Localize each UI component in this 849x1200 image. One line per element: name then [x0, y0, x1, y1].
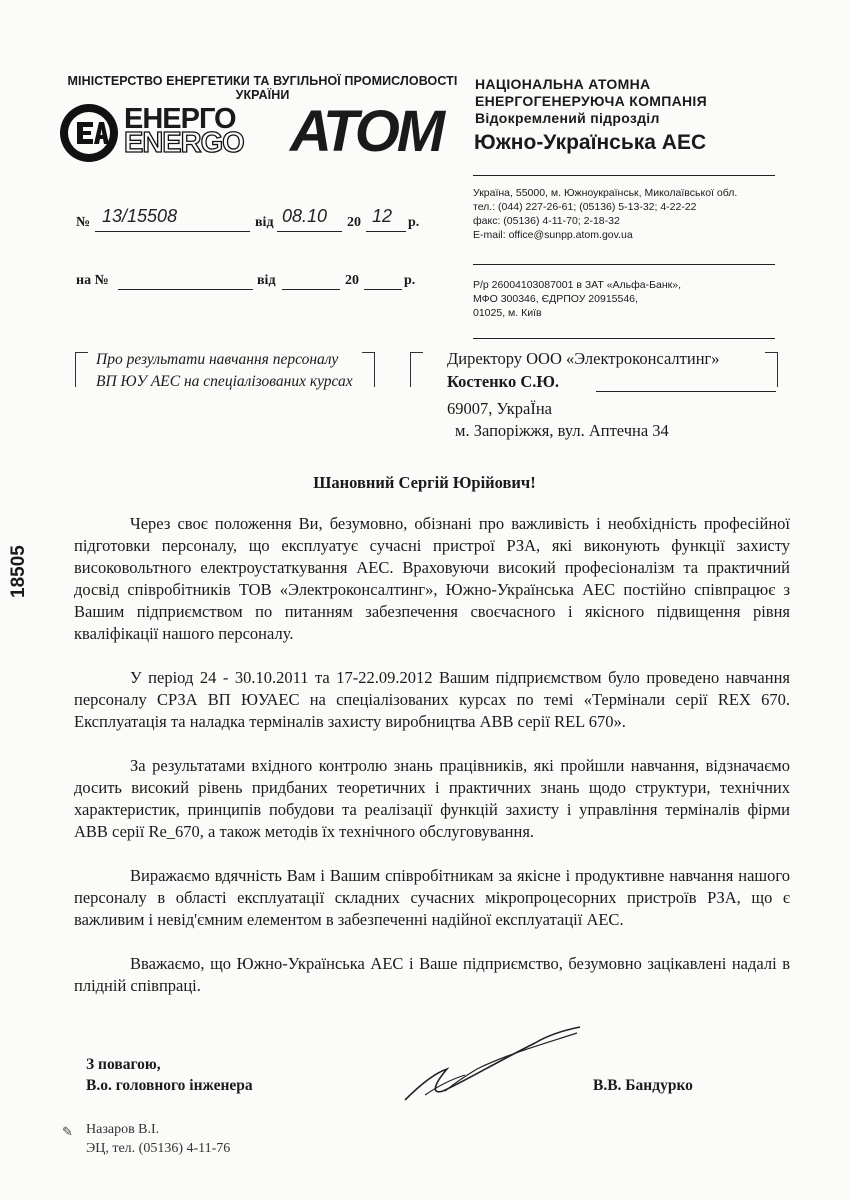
ref-date-underline: [277, 231, 342, 232]
addressee-bracket-right: [765, 352, 778, 387]
reply-from-label: від: [257, 273, 276, 288]
subdivision: Відокремлений підрозділ: [475, 110, 660, 126]
reply-date-underline: [282, 289, 340, 290]
addressee-bracket-left: [410, 352, 423, 387]
reply-year-prefix: 20: [345, 273, 359, 288]
logo-energo-ua: ЕНЕРГО: [124, 103, 236, 135]
body-paragraph-5: Вважаємо, що Южно-Українська АЕС і Ваше підприємство, безумовно зацікавлені надалі в плідній співпраці.: [74, 954, 790, 995]
signatory-name: В.В. Бандурко: [593, 1077, 693, 1094]
contact-address: Україна, 55000, м. Южноукраїнськ, Миколаївської обл.: [473, 187, 738, 199]
bank-rule: [473, 338, 775, 339]
ref-year-underline: [366, 231, 406, 232]
ref-year-prefix: 20: [347, 215, 361, 230]
reply-year-underline: [364, 289, 402, 290]
company-line-1: НАЦІОНАЛЬНА АТОМНА: [475, 76, 651, 92]
body-paragraph-1: Через своє положення Ви, безумовно, обізнані про важливість і необхідність професійної підготовки персоналу, що експлуатує сучасні пристрої РЗА, які виконують функції захисту високовольтного електроустаткування АЕС. Враховуючи високий професіоналізм та практичний досвід співробітників ТОВ «Электроконсалтинг», Южно-Українська АЕС постійно співпрацює з Вашим підприємством по питанням забезпечення своєчасного і якісного підвищення рівня кваліфікації нашого персоналу.: [74, 514, 790, 643]
salutation: Шановний Сергій Юрійович!: [313, 473, 536, 492]
signature-position: В.о. головного інженера: [86, 1077, 253, 1094]
addressee-line-2: Костенко С.Ю.: [447, 372, 560, 391]
reply-no-label: на №: [76, 273, 109, 288]
body-paragraph-4: Виражаємо вдячність Вам і Вашим співробітникам за якісне і продуктивне навчання нашого персоналу в області експлуатації складних сучасних мікропроцесорних пристроїв РЗА, що є важливим і невід'ємним елементом в забезпеченні надійної експлуатації АЕС.: [74, 866, 790, 929]
ministry-heading: МІНІСТЕРСТВО ЕНЕРГЕТИКИ ТА ВУГІЛЬНОЇ ПРОМИСЛОВОСТІ УКРАЇНИ: [67, 74, 458, 102]
ref-date-handwritten: 08.10: [282, 206, 328, 226]
addressee-line-1: Директору ООО «Электроконсалтинг»: [447, 349, 720, 368]
ref-year-handwritten: 12: [372, 206, 393, 226]
ref-number-handwritten: 13/15508: [102, 206, 178, 226]
handwritten-signature-icon: [395, 1025, 595, 1105]
reply-year-suffix: р.: [404, 273, 416, 288]
executor-phone: ЭЦ, тел. (05136) 4-11-76: [86, 1141, 231, 1156]
bank-line-3: 01025, м. Київ: [473, 307, 542, 319]
body-paragraph-3: За результатами вхідного контролю знань працівників, які пройшли навчання, відзначаємо досить високий рівень придбаних теоретичних і практичних знань щодо структури, технічних характеристик, принципів побудови та реалізації функцій захисту і управління терміналів фірми ABB серії Re_670, а також методів їх технічного обслуговування.: [74, 756, 790, 841]
header-rule: [473, 175, 775, 176]
plant-name: Южно-Українська АЕС: [474, 131, 707, 154]
pen-mark-icon: ✎: [62, 1124, 73, 1139]
logo-energo-en: ENERGO: [124, 127, 244, 159]
ref-year-suffix: р.: [408, 215, 420, 230]
contact-tel: тел.: (044) 227-26-61; (05136) 5-13-32; 4-22-22: [473, 201, 697, 213]
company-line-2: ЕНЕРГОГЕНЕРУЮЧА КОМПАНІЯ: [475, 93, 707, 109]
ref-no-underline: [95, 231, 250, 232]
contact-fax: факс: (05136) 4-11-70; 2-18-32: [473, 215, 620, 227]
subject-bracket-right: [362, 352, 375, 387]
subject-bracket-left: [75, 352, 88, 387]
energoatom-logo: [58, 99, 458, 164]
bank-line-1: Р/р 26004103087001 в ЗАТ «Альфа-Банк»,: [473, 279, 681, 291]
addressee-rule: [596, 391, 776, 392]
logo-atom: АТОМ: [290, 99, 443, 164]
signature-closing: З повагою,: [86, 1056, 161, 1073]
ref-no-label: №: [76, 215, 91, 230]
body-paragraph-2: У період 24 - 30.10.2011 та 17-22.09.2012 Вашим підприємством було проведено навчання персоналу СРЗА ВП ЮУАЕС на спеціалізованих курсах по темі «Термінали серії REX 670. Експлуатація та наладка терміналів захисту виробництва ABB серії REL 670».: [74, 668, 790, 731]
letter-subject: Про результати навчання персоналу ВП ЮУ АЕС на спеціалізованих курсах: [96, 351, 353, 390]
ref-from-label: від: [255, 215, 274, 230]
side-registration-number: 18505: [8, 545, 29, 598]
executor-name: Назаров В.І.: [86, 1122, 160, 1137]
addressee-line-3: 69007, УкраЇна: [447, 399, 552, 418]
reply-no-underline: [118, 289, 253, 290]
energoatom-emblem-icon: [58, 102, 120, 164]
contacts-rule: [473, 264, 775, 265]
bank-line-2: МФО 300346, ЄДРПОУ 20915546,: [473, 293, 638, 305]
contact-email: E-mail: office@sunpp.atom.gov.ua: [473, 229, 633, 241]
addressee-line-4: м. Запоріжжя, вул. Аптечна 34: [455, 421, 669, 440]
